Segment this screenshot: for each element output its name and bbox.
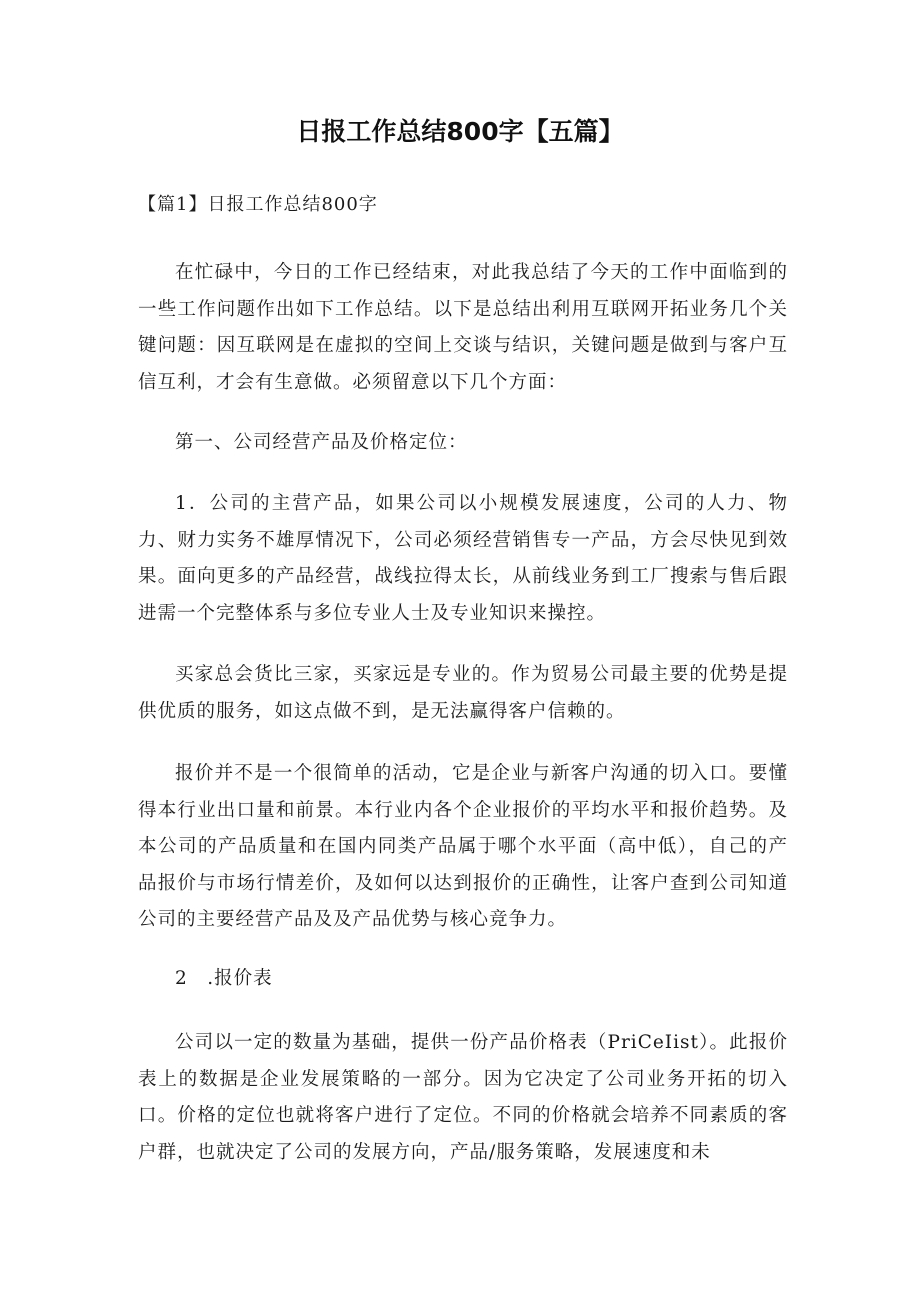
section-heading: 【篇1】日报工作总结800字 (138, 194, 378, 215)
document-title: 日报工作总结800字【五篇】 (296, 117, 624, 146)
paragraph-buyers: 买家总会货比三家，买家远是专业的。作为贸易公司最主要的优势是提供优质的服务，如这点做不到，是无法赢得客户信赖的。 (138, 664, 788, 722)
paragraph-price-list: 公司以一定的数量为基础，提供一份产品价格表（PriCeIist）。此报价表上的数据是企业发展策略的一部分。因为它决定了公司业务开拓的切入口。价格的定位也就将客户进行了定位。不同的价格就会培养不同素质的客户群，也就决定了公司的发展方向，产品/服务策略，发展速度和未 (138, 1032, 788, 1163)
subheading-product-pricing: 第一、公司经营产品及价格定位： (175, 432, 468, 453)
subheading-price-list: 2 .报价表 (175, 968, 273, 989)
paragraph-intro: 在忙碌中，今日的工作已经结束，对此我总结了今天的工作中面临到的一些工作问题作出如下工作总结。以下是总结出利用互联网开拓业务几个关键问题：因互联网是在虚拟的空间上交谈与结识，关键问题是做到与客户互信互利，才会有生意做。必须留意以下几个方面： (138, 262, 788, 393)
paragraph-quotation: 报价并不是一个很简单的活动，它是企业与新客户沟通的切入口。要懂得本行业出口量和前景。本行业内各个企业报价的平均水平和报价趋势。及本公司的产品质量和在国内同类产品属于哪个水平面（高中低），自己的产品报价与市场行情差价，及如何以达到报价的正确性，让客户查到公司知道公司的主要经营产品及及产品优势与核心竞争力。 (138, 763, 788, 930)
paragraph-main-product: 1．公司的主营产品，如果公司以小规模发展速度，公司的人力、物力、财力实务不雄厚情况下，公司必须经营销售专一产品，方会尽快见到效果。面向更多的产品经营，战线拉得太长，从前线业务到工厂搜索与售后跟进需一个完整体系与多位专业人士及专业知识来操控。 (138, 493, 788, 624)
